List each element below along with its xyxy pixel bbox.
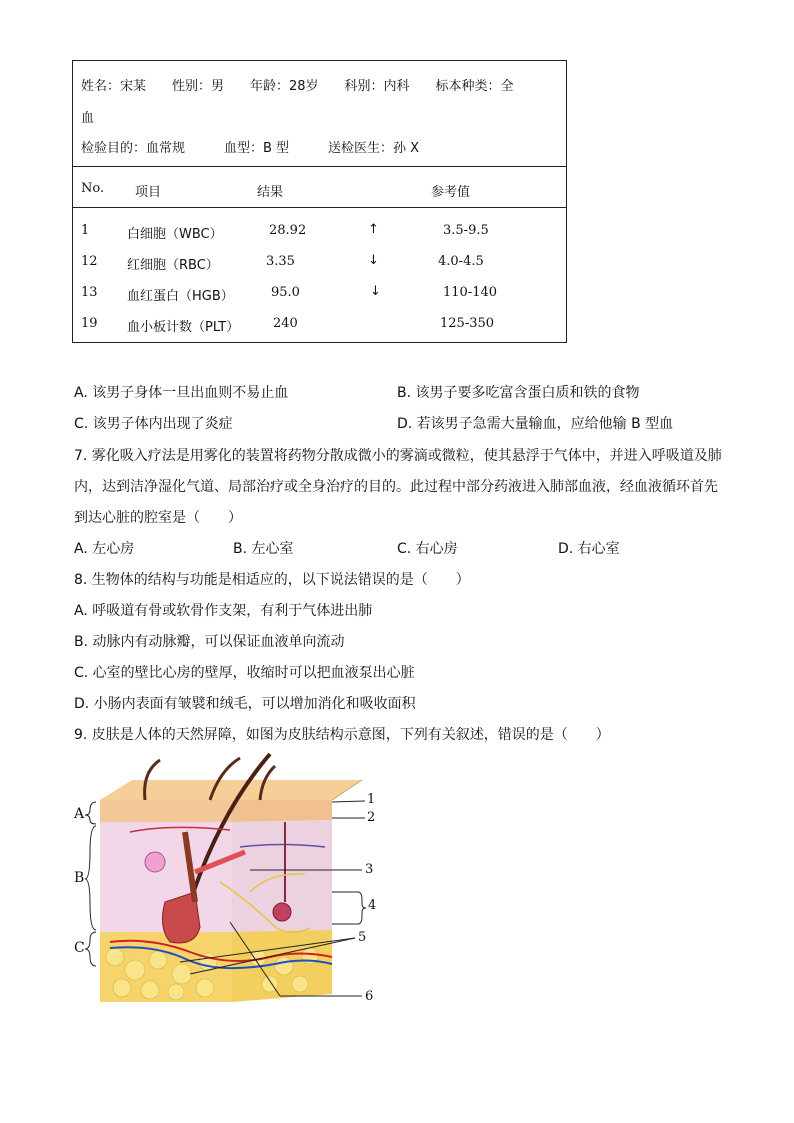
label-5: 5 bbox=[358, 930, 367, 945]
q8-option-c: C. 心室的壁比心房的壁厚，收缩时可以把血液泵出心脏 bbox=[74, 665, 415, 681]
report-divider-mid bbox=[73, 207, 566, 208]
q9-stem: 9. 皮肤是人体的天然屏障，如图为皮肤结构示意图，下列有关叙述，错误的是（ ） bbox=[74, 727, 610, 743]
q7-option-a: A. 左心房 bbox=[74, 541, 135, 557]
row-result: 3.35 bbox=[266, 254, 295, 269]
q6-option-d: D. 若该男子急需大量输血，应给他输 B 型血 bbox=[397, 416, 674, 432]
row-ref: 125-350 bbox=[440, 316, 495, 331]
header-ref: 参考值 bbox=[431, 185, 471, 200]
label-3: 3 bbox=[365, 862, 374, 877]
skin-structure-figure bbox=[70, 752, 390, 1014]
row-item: 白细胞（WBC） bbox=[127, 227, 223, 242]
q8-stem: 8. 生物体的结构与功能是相适应的，以下说法错误的是（ ） bbox=[74, 572, 470, 588]
label-c: C bbox=[74, 940, 85, 956]
report-info-line2: 血 bbox=[81, 111, 95, 126]
down-arrow-icon: ↓ bbox=[368, 253, 379, 268]
label-2: 2 bbox=[367, 810, 376, 825]
row-item: 血小板计数（PLT） bbox=[127, 320, 240, 335]
row-item: 红细胞（RBC） bbox=[127, 258, 219, 273]
row-no: 12 bbox=[81, 254, 98, 269]
epidermis-layer bbox=[100, 800, 232, 822]
down-arrow-icon: ↓ bbox=[370, 284, 381, 299]
report-info-line1: 姓名：宋某 性别：男 年龄：28岁 科别：内科 标本种类：全 bbox=[81, 79, 514, 94]
row-ref: 4.0-4.5 bbox=[438, 254, 484, 269]
q8-option-d: D. 小肠内表面有皱襞和绒毛，可以增加消化和吸收面积 bbox=[74, 696, 416, 712]
row-no: 19 bbox=[81, 316, 98, 331]
row-ref: 110-140 bbox=[443, 285, 498, 300]
row-no: 1 bbox=[81, 223, 90, 238]
skin-surface bbox=[100, 780, 362, 800]
brace-b bbox=[85, 826, 96, 930]
brace-a bbox=[85, 802, 96, 824]
sebaceous-gland bbox=[145, 852, 165, 872]
label-4: 4 bbox=[368, 898, 377, 913]
q7-stem-line3: 到达心脏的腔室是（ ） bbox=[74, 510, 242, 526]
row-result: 95.0 bbox=[271, 285, 300, 300]
header-item: 项目 bbox=[135, 185, 162, 200]
label-b: B bbox=[74, 870, 85, 886]
q6-option-a: A. 该男子身体一旦出血则不易止血 bbox=[74, 385, 289, 401]
q8-option-a: A. 呼吸道有骨或软骨作支架，有利于气体进出肺 bbox=[74, 603, 373, 619]
q8-option-b: B. 动脉内有动脉瓣，可以保证血液单向流动 bbox=[74, 634, 345, 650]
header-result: 结果 bbox=[257, 185, 284, 200]
report-divider-top bbox=[73, 166, 566, 167]
q7-stem-line2: 内，达到洁净湿化气道、局部治疗或全身治疗的目的。此过程中部分药液进入肺部血液，经血液循环首先 bbox=[74, 479, 718, 495]
up-arrow-icon: ↑ bbox=[368, 222, 379, 237]
q7-stem-line1: 7. 雾化吸入疗法是用雾化的装置将药物分散成微小的雾滴或微粒，使其悬浮于气体中，并进入呼吸道及肺 bbox=[74, 448, 722, 464]
label-6: 6 bbox=[365, 989, 374, 1004]
row-no: 13 bbox=[81, 285, 98, 300]
skin-diagram bbox=[70, 752, 390, 1014]
sweat-gland bbox=[273, 903, 291, 921]
q6-option-c: C. 该男子体内出现了炎症 bbox=[74, 416, 233, 432]
row-result: 28.92 bbox=[269, 223, 307, 238]
row-ref: 3.5-9.5 bbox=[443, 223, 489, 238]
brace-c bbox=[85, 932, 96, 966]
q6-option-b: B. 该男子要多吃富含蛋白质和铁的食物 bbox=[397, 385, 640, 401]
lab-report-table bbox=[72, 60, 567, 343]
report-info-line3: 检验目的：血常规 血型：B 型 送检医生：孙 X bbox=[81, 141, 420, 156]
label-a: A bbox=[74, 806, 85, 822]
label-1: 1 bbox=[367, 792, 376, 807]
header-no: No. bbox=[81, 181, 105, 196]
row-result: 240 bbox=[273, 316, 298, 331]
q7-option-d: D. 右心室 bbox=[558, 541, 620, 557]
q7-option-c: C. 右心房 bbox=[397, 541, 458, 557]
row-item: 血红蛋白（HGB） bbox=[127, 289, 234, 304]
q7-option-b: B. 左心室 bbox=[233, 541, 294, 557]
